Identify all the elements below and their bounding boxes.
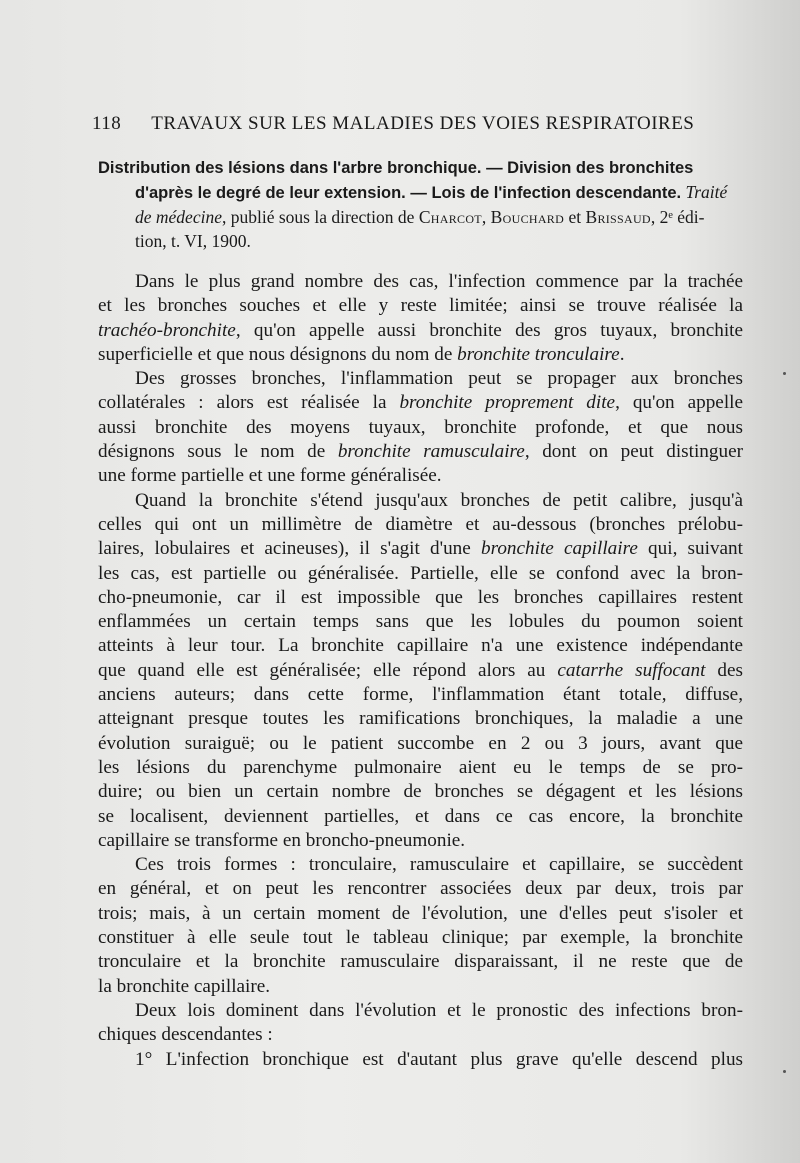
reference-author-3: Brissaud (585, 207, 651, 227)
reference-source-text-2: , 2ᵉ édi- (650, 207, 705, 227)
reference-author-2: Bouchard (490, 207, 565, 227)
text-line: Ces trois formes : tronculaire, ramusculaire et capillaire, se succèdent (135, 854, 743, 876)
text-line: la bronchite capillaire. (98, 975, 271, 997)
reference-author-1: Charcot (418, 207, 482, 227)
text-span: collatérales : alors est réalisée la (98, 392, 400, 414)
italic-term: bronchite ramusculaire (337, 441, 525, 463)
reference-line-3 (98, 205, 748, 229)
text-line (98, 440, 743, 464)
text-span: que quand elle est généralisée; elle répond alors au (98, 659, 558, 681)
text-line (98, 343, 743, 367)
reference-source-text-1: , publié sous la direction de (221, 207, 419, 227)
scan-speck (783, 1070, 786, 1073)
text-line: une forme partielle et une forme généralisée. (98, 465, 442, 487)
text-line: Des grosses bronches, l'inflammation peut se propager aux bronches (135, 368, 743, 390)
text-line: 1° L'infection bronchique est d'autant plus grave qu'elle descend plus (135, 1048, 743, 1070)
text-line: et les bronches souches et elle y reste limitée; ainsi se trouve réalisée la (98, 295, 743, 317)
text-line: atteignant presque toutes les ramifications bronchiques, la maladie a une (98, 708, 743, 730)
text-line: atteints à leur tour. La bronchite capillaire n'a une existence indépendante (98, 635, 743, 657)
text-line (98, 537, 743, 561)
text-line: évolution suraiguë; ou le patient succombe en 2 ou 3 jours, avant que (98, 732, 743, 754)
reference-line-2 (98, 180, 748, 205)
body-text (98, 270, 743, 1072)
reference-separator-2: et (564, 207, 586, 227)
text-line: trois; mais, à un certain moment de l'évolution, une d'elles peut s'isoler et (98, 902, 743, 924)
text-span: . (619, 343, 625, 365)
reference-title-part-2: Division des bronchites (507, 159, 694, 177)
italic-term: bronchite proprement dite (399, 392, 616, 414)
text-line: cho-pneumonie, car il est impossible que les bronches capillaires restent (98, 586, 743, 608)
page-number: 118 (92, 113, 122, 134)
bibliographic-reference (98, 155, 748, 253)
text-span: laires, lobulaires et acineuses), il s'agit d'une (98, 538, 481, 560)
scan-speck (783, 372, 786, 375)
text-line: tronculaire et la bronchite ramusculaire disparaissant, il ne reste que de (98, 951, 743, 973)
text-line: anciens auteurs; dans cette forme, l'inflammation étant totale, diffuse, (98, 684, 743, 706)
italic-term: trachéo-bronchite (98, 319, 236, 341)
text-line: se localisent, deviennent partielles, et dans ce cas encore, la bronchite (98, 805, 743, 827)
text-span: des (705, 659, 744, 681)
italic-term: catarrhe suffocant (557, 659, 706, 681)
reference-source-italic-2: de médecine (135, 207, 222, 227)
text-line: en général, et on peut les rencontrer associées deux par deux, trois par (98, 878, 743, 900)
running-header (92, 113, 742, 135)
text-line: constituer à elle seule tout le tableau clinique; par exemple, la bronchite (98, 927, 743, 949)
text-line: Dans le plus grand nombre des cas, l'infection commence par la trachée (135, 271, 743, 292)
text-line: aussi bronchite des moyens tuyaux, bronchite profonde, et que nous (98, 416, 743, 438)
reference-dash-1: — (481, 159, 508, 177)
text-span: qui, suivant (637, 538, 743, 560)
text-line: celles qui ont un millimètre de diamètre et au-dessous (bronches prélobu- (98, 513, 743, 535)
reference-line-1 (98, 155, 748, 180)
text-span: désignons sous le nom de (98, 441, 338, 463)
text-line (98, 659, 743, 683)
text-span: , dont on peut distinguer (524, 441, 743, 463)
text-line: chiques descendantes : (98, 1024, 273, 1046)
reference-title-part-4: Lois de l'infection descendante. (431, 184, 682, 202)
text-line: enflammées un certain temps sans que les lobules du poumon soient (98, 611, 743, 633)
text-line (98, 391, 743, 415)
italic-term: bronchite capillaire (480, 538, 638, 560)
text-span: superficielle et que nous désignons du nom de (98, 343, 458, 365)
italic-term: bronchite tronculaire (457, 343, 620, 365)
reference-separator-1: , (481, 207, 491, 227)
text-line (98, 319, 743, 343)
reference-dash-2: — (405, 184, 432, 202)
text-line: capillaire se transforme en broncho-pneumonie. (98, 829, 466, 851)
text-line: les lésions du parenchyme pulmonaire aient eu le temps de se pro- (98, 756, 743, 778)
reference-source-italic-1: Traité (685, 182, 728, 202)
reference-line-4 (98, 229, 748, 253)
text-line: Quand la bronchite s'étend jusqu'aux bronches de petit calibre, jusqu'à (135, 489, 743, 511)
text-line: les cas, est partielle ou généralisée. Partielle, elle se confond avec la bron- (98, 562, 743, 584)
reference-title-part-3: d'après le degré de leur extension. (135, 184, 406, 202)
text-span: , qu'on appelle aussi bronchite des gros tuyaux, bronchite (235, 319, 743, 341)
reference-title-part-1: Distribution des lésions dans l'arbre bronchique. (98, 159, 482, 177)
running-title: TRAVAUX SUR LES MALADIES DES VOIES RESPIRATOIRES (151, 113, 695, 134)
text-line: Deux lois dominent dans l'évolution et le pronostic des infections bron- (135, 999, 743, 1021)
text-line: duire; ou bien un certain nombre de bronches se dégagent et les lésions (98, 781, 743, 803)
reference-source-text-3: tion, t. VI, 1900. (135, 231, 251, 251)
text-span: , qu'on appelle (615, 392, 743, 414)
